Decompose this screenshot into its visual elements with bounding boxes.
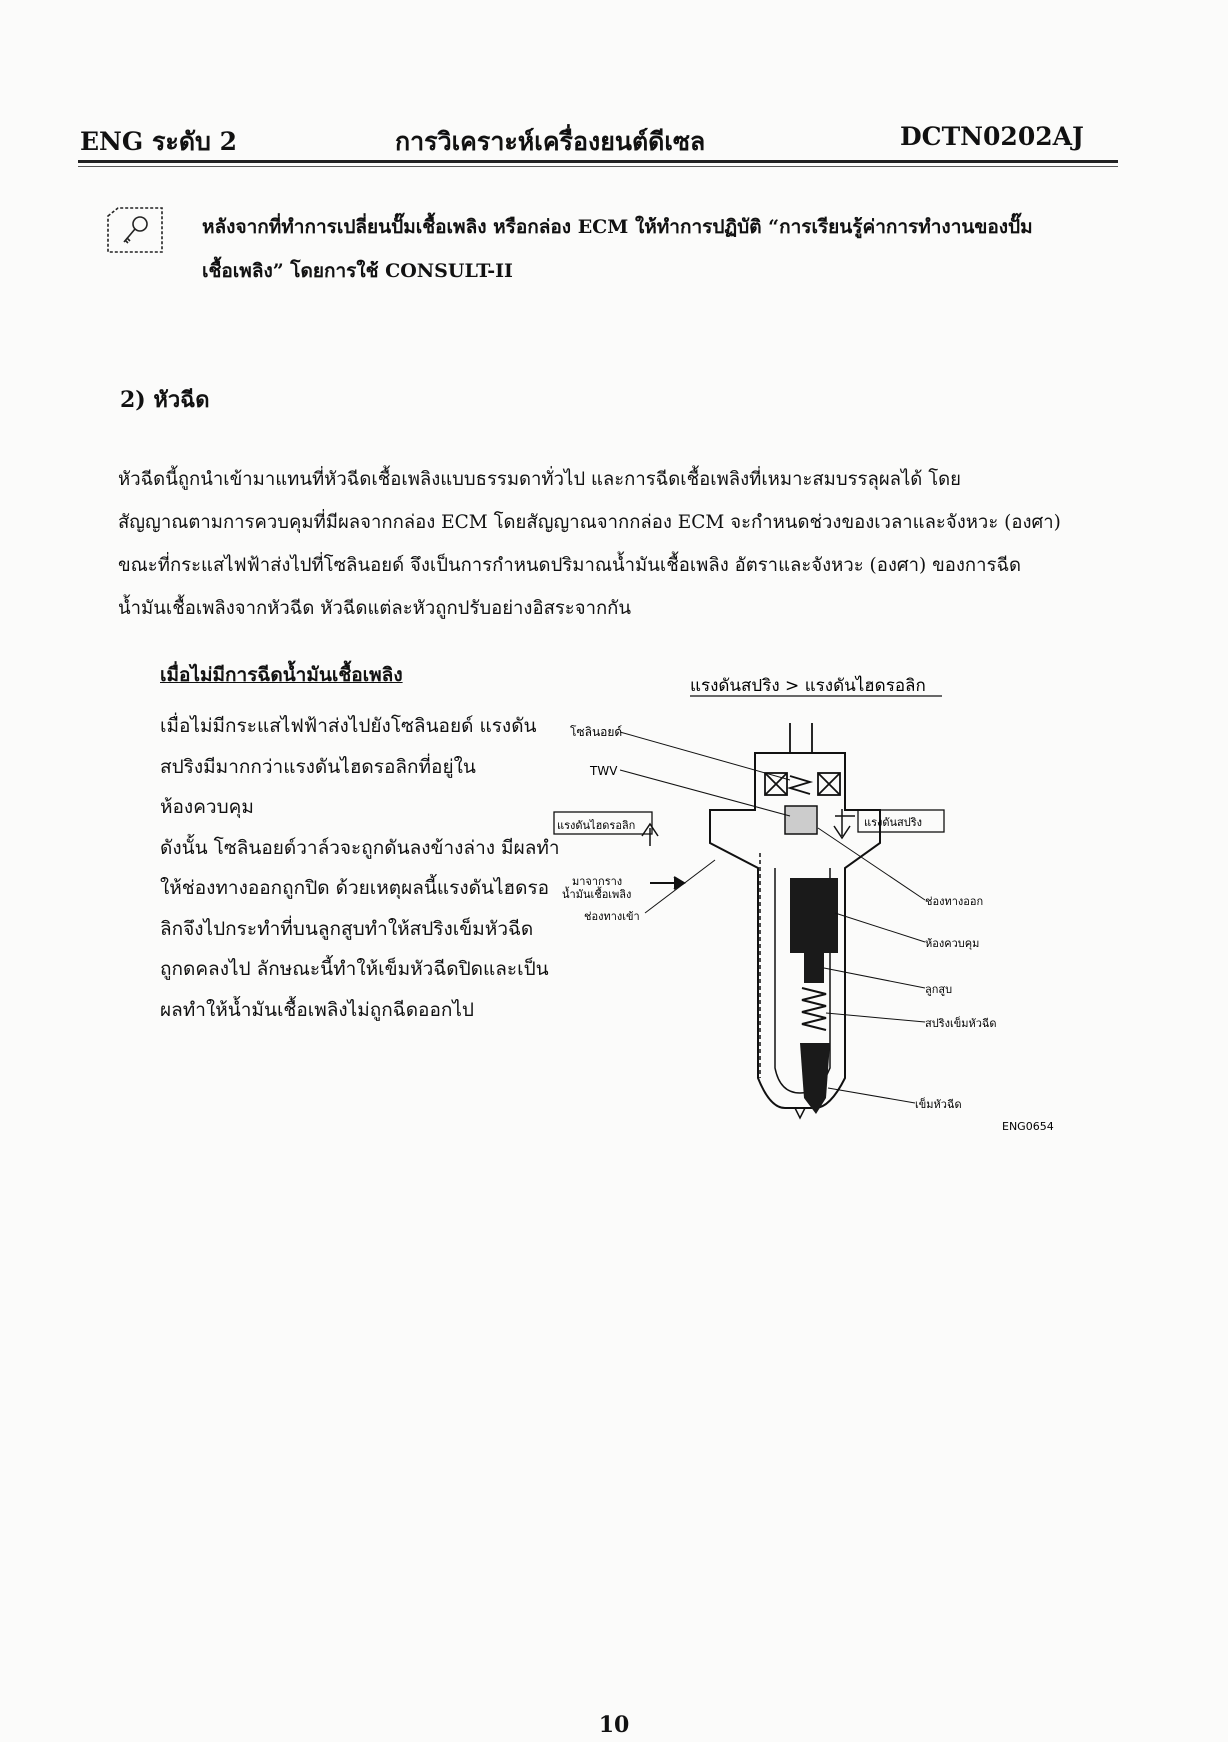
body-line: ผลทำให้น้ำมันเชื้อเพลิงไม่ถูกฉีดออกไป xyxy=(160,998,474,1021)
page-number: 10 xyxy=(598,1712,630,1738)
note-line-1: หลังจากที่ทำการเปลี่ยนปั๊มเชื้อเพลิง หรือกล่อง ECM ให้ทำการปฏิบัติ “การเรียนรู้ค่าการทำงานของปั๊ม xyxy=(202,216,1033,238)
label-spring-pressure: แรงดันสปริง xyxy=(864,816,923,829)
note-text xyxy=(202,205,1082,293)
label-outlet: ช่องทางออก xyxy=(925,895,984,908)
down-arrow-icon xyxy=(834,809,855,838)
piston xyxy=(804,953,824,983)
body-line: ให้ช่องทางออกถูกปิด ด้วยเหตุผลนี้แรงดันไฮดรอ xyxy=(160,877,550,899)
control-chamber xyxy=(790,878,838,953)
diagram-code: ENG0654 xyxy=(1002,1120,1054,1133)
note-key-icon xyxy=(100,202,170,258)
nozzle-spring xyxy=(802,988,826,1030)
header-doc-code: DCTN0202AJ xyxy=(900,122,1084,151)
body-line: ห้องควบคุม xyxy=(160,796,254,818)
label-piston: ลูกสูบ xyxy=(925,983,953,996)
injector-diagram xyxy=(557,668,1090,1133)
body-line: เมื่อไม่มีกระแสไฟฟ้าส่งไปยังโซลินอยด์ แรงดัน xyxy=(160,715,537,737)
solenoid-coil xyxy=(765,723,840,795)
body-line: ถูกดคลงไป ลักษณะนี้ทำให้เข็มหัวฉีดปิดและเป็น xyxy=(160,958,549,980)
subsection-body xyxy=(160,706,580,1030)
label-solenoid: โซลินอยด์ xyxy=(570,725,623,739)
header-title: การวิเคราะห์เครื่องยนต์ดีเซล xyxy=(395,127,706,156)
label-nozzle-spring: สปริงเข็มหัวฉีด xyxy=(925,1017,997,1030)
body-line: ลิกจึงไปกระทำที่บนลูกสูบทำให้สปริงเข็มหัวฉีด xyxy=(160,917,534,940)
diagram-title: แรงดันสปริง > แรงดันไฮดรอลิก xyxy=(690,676,926,696)
header-rule xyxy=(78,160,1118,163)
header-rule-thin xyxy=(78,166,1118,167)
label-twv: TWV xyxy=(590,764,618,778)
label-inlet: ช่องทางเข้า xyxy=(584,910,640,923)
section-paragraph xyxy=(118,458,1096,630)
header-left: ENG ระดับ 2 xyxy=(80,127,238,156)
label-control-chamber: ห้องควบคุม xyxy=(925,937,980,950)
body-line: ดังนั้น โซลินอยด์วาล์วจะถูกดันลงข้างล่าง มีผลทำ xyxy=(160,836,560,859)
paragraph-line: สัญญาณตามการควบคุมที่มีผลจากกล่อง ECM โดยสัญญาณจากกล่อง ECM จะกำหนดช่วงของเวลาและจังหวะ (องศา) xyxy=(118,512,1061,533)
paragraph-line: น้ำมันเชื้อเพลิงจากหัวฉีด หัวฉีดแต่ละหัวถูกปรับอย่างอิสระจากกัน xyxy=(118,598,632,619)
twv-valve xyxy=(785,806,817,834)
label-needle: เข็มหัวฉีด xyxy=(915,1098,962,1111)
note-line-2: เชื้อเพลิง” โดยการใช้ CONSULT-II xyxy=(202,260,513,282)
section-title: 2) หัวฉีด xyxy=(120,387,210,413)
paragraph-line: หัวฉีดนี้ถูกนำเข้ามาแทนที่หัวฉีดเชื้อเพลิงแบบธรรมดาทั่วไป และการฉีดเชื้อเพลิงที่เหมาะสมบรรลุผลได้ โดย xyxy=(118,469,961,490)
paragraph-line: ขณะที่กระแสไฟฟ้าส่งไปที่โซลินอยด์ จึงเป็นการกำหนดปริมาณน้ำมันเชื้อเพลิง อัตราและจังหวะ (องศา) ของการฉีด xyxy=(118,555,1022,576)
label-hydraulic-pressure: แรงดันไฮดรอลิก xyxy=(557,819,636,832)
label-fuel-from: มาจากราง น้ำมันเชื้อเพลิง xyxy=(562,875,632,901)
subsection-title: เมื่อไม่มีการฉีดน้ำมันเชื้อเพลิง xyxy=(160,664,403,686)
body-line: สปริงมีมากกว่าแรงดันไฮดรอลิกที่อยู่ใน xyxy=(160,755,476,778)
up-arrow-icon xyxy=(642,824,658,846)
